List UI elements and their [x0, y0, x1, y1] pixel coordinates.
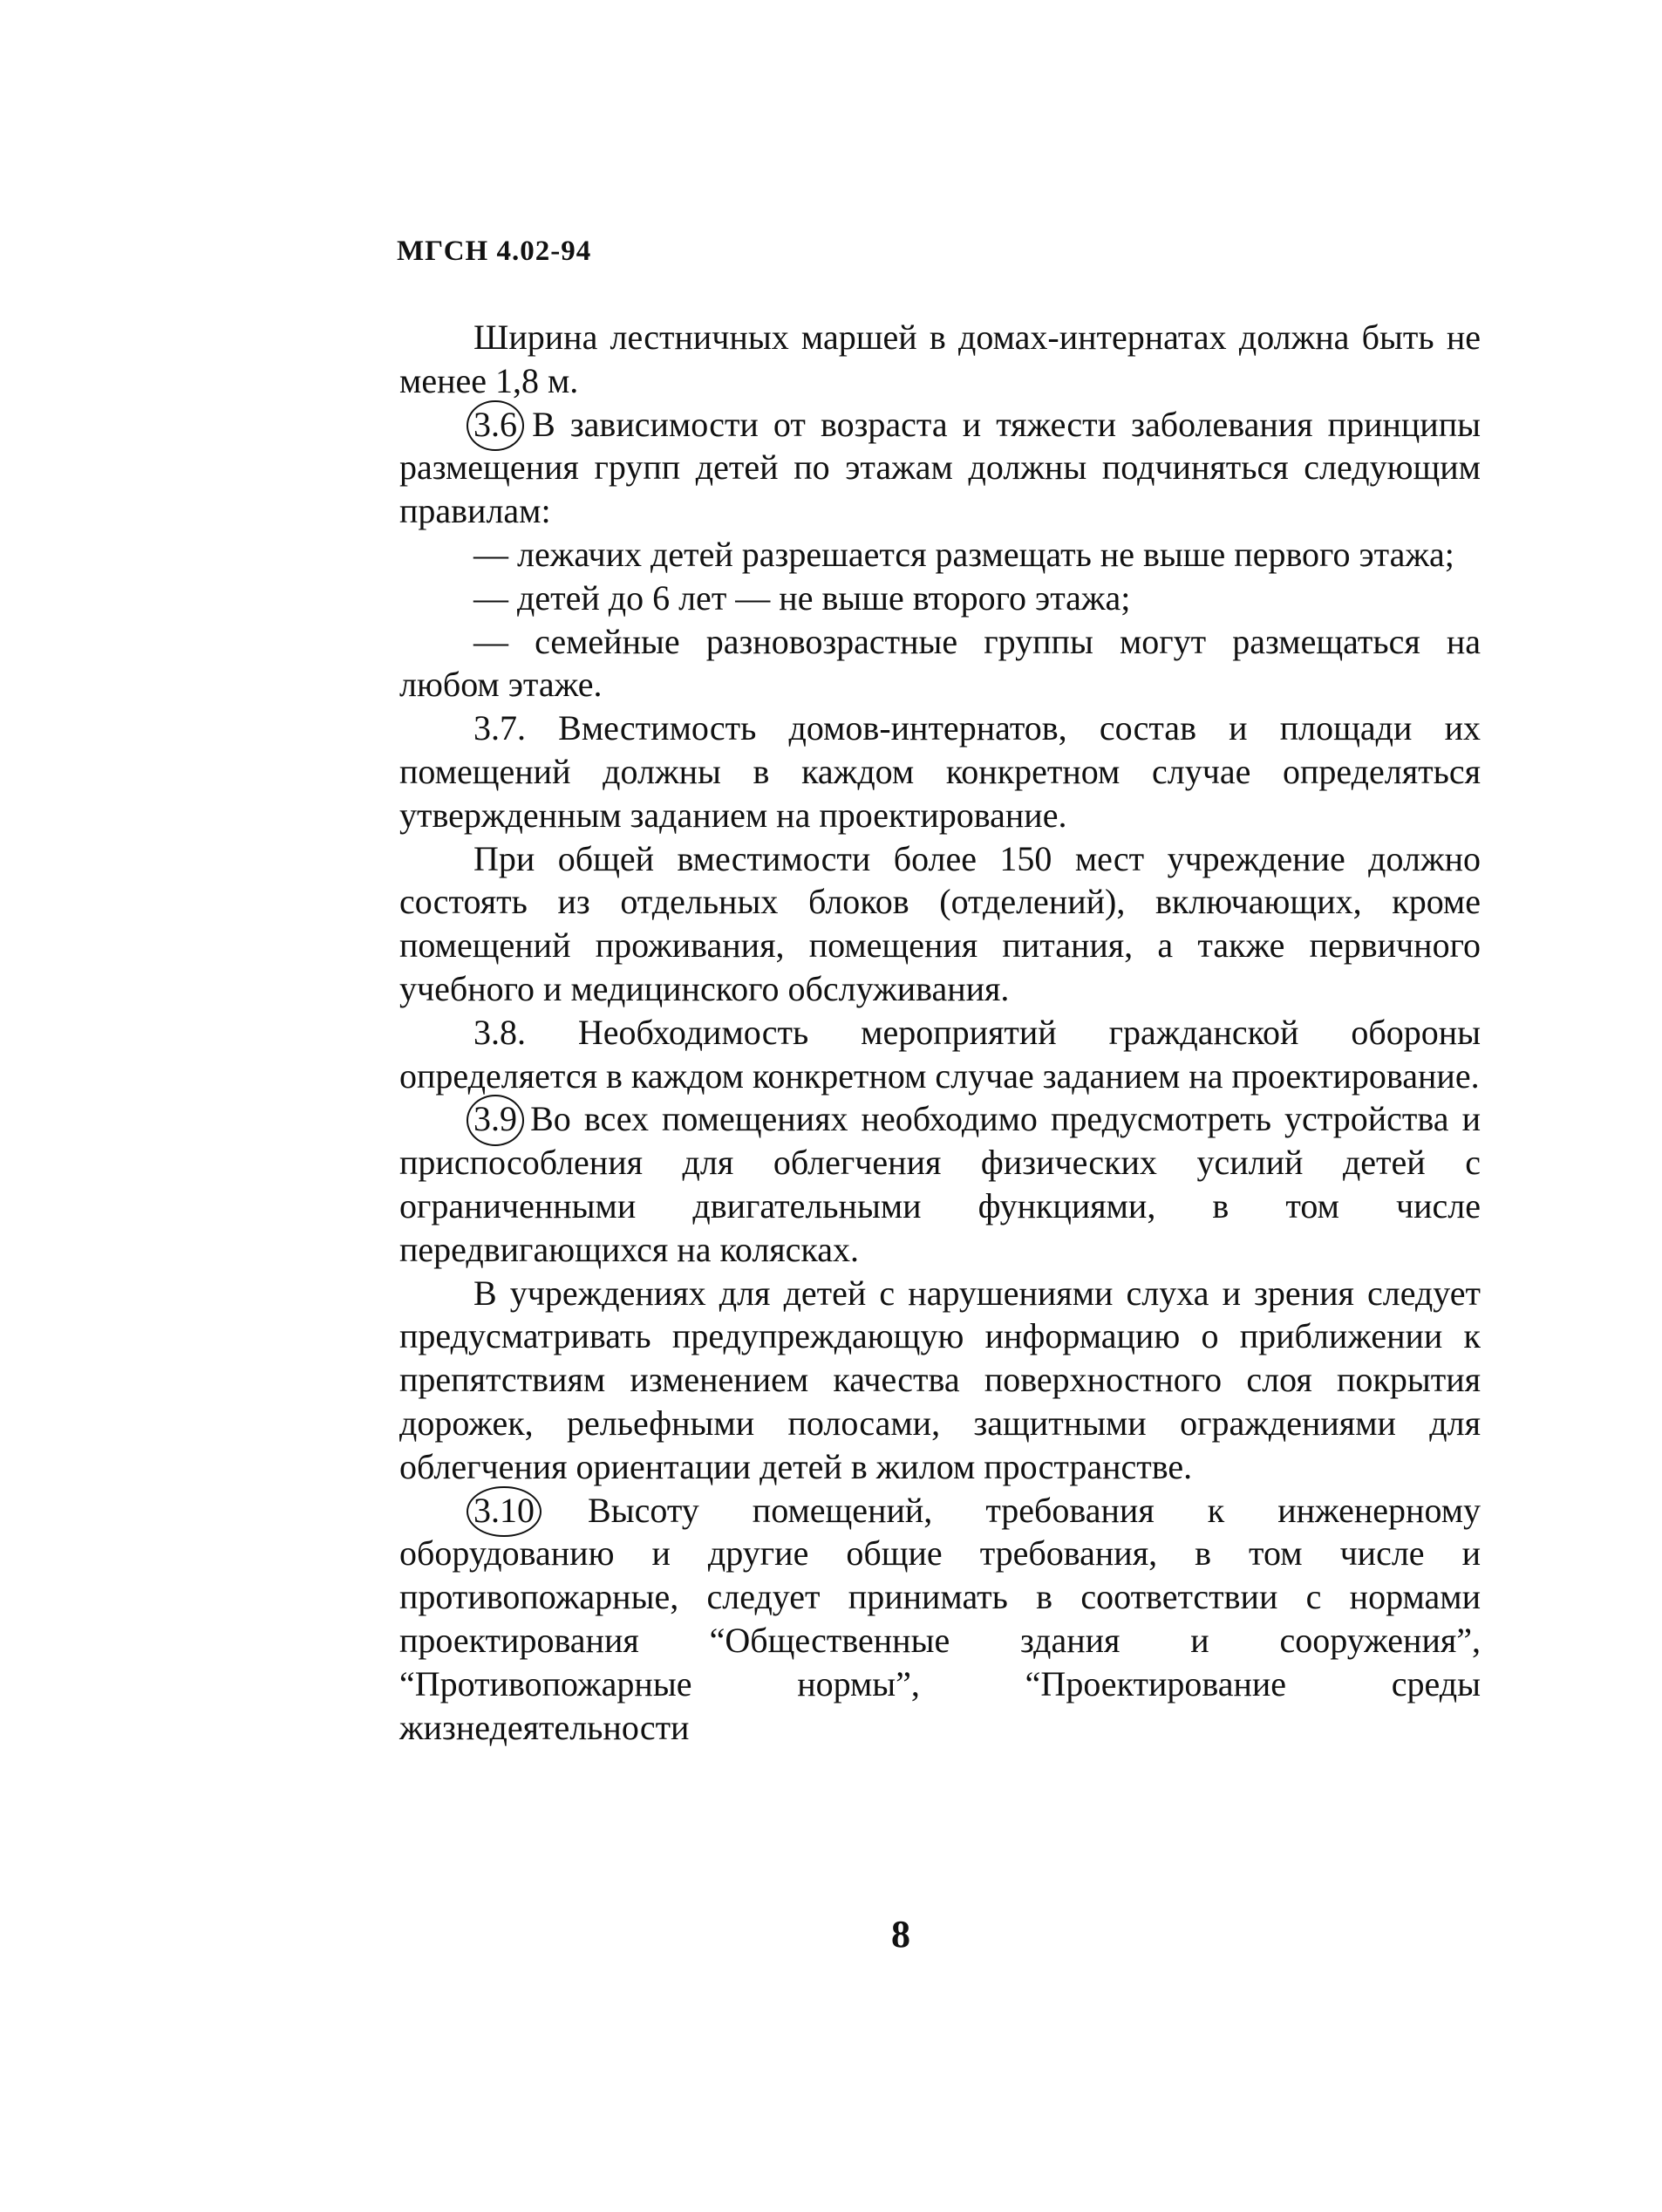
document-code-header: МГСН 4.02-94	[397, 236, 592, 267]
body-text	[399, 316, 1481, 1749]
paragraph-3-8	[399, 1011, 1481, 1098]
paragraph-text: — лежачих детей разрешается размещать не выше первого этажа;	[473, 534, 1454, 574]
paragraph-text: — семейные разновозрастные группы могут размещаться на любом этаже.	[399, 621, 1481, 705]
paragraph-text: В учреждениях для детей с нарушениями слуха и зрения следует предусматривать предупреждающую информацию о приближении к препятствиям изменением качества поверхностного слоя покрытия дорожек, рельефными полосами, защитными ограждениями для облегчения ориентации детей в жилом пространстве.	[399, 1273, 1481, 1486]
circled-clause-number: 3.9	[473, 1097, 517, 1141]
circled-clause-number: 3.6	[473, 403, 517, 447]
paragraph-text: Высоту помещений, требования к инженерному оборудованию и другие общие требования, в том числе и противопожарные, следует принимать в соответствии с нормами проектирования “Общественные здания и сооружения”, “Противопожарные нормы”, “Проектирование среды жизнедеятельности	[399, 1490, 1481, 1747]
circled-clause-number: 3.10	[473, 1489, 535, 1533]
paragraph-text: — детей до 6 лет — не выше второго этажа;	[473, 577, 1131, 618]
paragraph-3-9	[399, 1097, 1481, 1271]
paragraph-3-6	[399, 403, 1481, 533]
page-number: 8	[891, 1913, 910, 1956]
paragraph-3-10	[399, 1489, 1481, 1750]
paragraph-3-7	[399, 707, 1481, 836]
list-item-under-6	[399, 577, 1481, 620]
paragraph-text: Во всех помещениях необходимо предусмотреть устройства и приспособления для облегчения физических усилий детей с ограниченными двигательными функциями, в том числе передвигающихся на колясках.	[399, 1099, 1481, 1269]
paragraph-text: При общей вместимости более 150 мест учреждение должно состоять из отдельных блоков (отделений), включающих, кроме помещений проживания, помещения питания, а также первичного учебного и медицинского обслуживания.	[399, 838, 1481, 1008]
list-item-family-groups	[399, 620, 1481, 707]
paragraph-hearing-vision	[399, 1272, 1481, 1489]
paragraph-capacity	[399, 837, 1481, 1011]
paragraph-stair-width	[399, 316, 1481, 403]
paragraph-text: В зависимости от возраста и тяжести заболевания принципы размещения групп детей по этажам должны подчиняться следующим правилам:	[399, 404, 1481, 531]
list-item-bedridden	[399, 533, 1481, 577]
paragraph-text: 3.7. Вместимость домов-интернатов, состав и площади их помещений должны в каждом конкретном случае определяться утвержденным заданием на проектирование.	[399, 708, 1481, 835]
paragraph-text: Ширина лестничных маршей в домах-интернатах должна быть не менее 1,8 м.	[399, 317, 1481, 400]
paragraph-text: 3.8. Необходимость мероприятий гражданской обороны определяется в каждом конкретном случае заданием на проектирование.	[399, 1012, 1481, 1096]
